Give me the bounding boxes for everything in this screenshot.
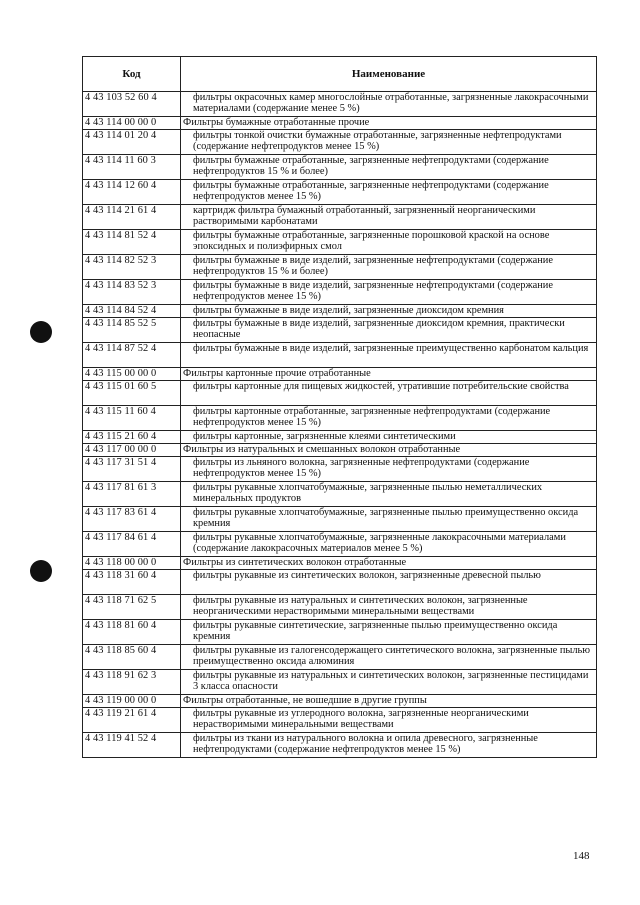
waste-name-cell: фильтры из ткани из натурального волокна и опила древесного, загрязненные нефтепродуктами (содержание нефтепродуктов менее 15 %) [181,733,597,758]
table-row [83,431,597,444]
waste-name-cell: фильтры рукавные из синтетических волокон, загрязненные древесной пылью [181,570,597,595]
table-row [83,670,597,695]
waste-code-cell: 4 43 114 87 52 4 [83,343,181,368]
table-row [83,532,597,557]
table-group-row [83,444,597,457]
waste-name-cell: фильтры бумажные в виде изделий, загрязненные нефтепродуктами (содержание нефтепродуктов 15 % и более) [181,255,597,280]
table-header-row [83,57,597,92]
waste-code-cell: 4 43 114 12 60 4 [83,180,181,205]
waste-name-cell: фильтры рукавные из натуральных и синтетических волокон, загрязненные пестицидами 3 класса опасности [181,670,597,695]
table-row [83,482,597,507]
table-body [83,92,597,758]
waste-name-cell: фильтры бумажные отработанные, загрязненные нефтепродуктами (содержание нефтепродуктов 15 % и более) [181,155,597,180]
waste-code-cell: 4 43 115 01 60 5 [83,381,181,406]
waste-name-cell: фильтры картонные для пищевых жидкостей, утратившие потребительские свойства [181,381,597,406]
table-row [83,733,597,758]
waste-name-cell: картридж фильтра бумажный отработанный, загрязненный неорганическими растворимыми карбонатами [181,205,597,230]
table-row [83,205,597,230]
table-row [83,255,597,280]
waste-name-cell: фильтры бумажные в виде изделий, загрязненные диоксидом кремния [181,305,597,318]
waste-name-cell: Фильтры бумажные отработанные прочие [181,117,597,130]
waste-code-cell: 4 43 118 81 60 4 [83,620,181,645]
waste-code-cell: 4 43 118 91 62 3 [83,670,181,695]
waste-code-cell: 4 43 115 00 00 0 [83,368,181,381]
waste-name-cell: фильтры картонные отработанные, загрязненные нефтепродуктами (содержание нефтепродуктов менее 15 %) [181,406,597,431]
waste-name-cell: фильтры бумажные отработанные, загрязненные нефтепродуктами (содержание нефтепродуктов менее 15 %) [181,180,597,205]
waste-code-cell: 4 43 118 31 60 4 [83,570,181,595]
waste-name-cell: фильтры бумажные в виде изделий, загрязненные нефтепродуктами (содержание нефтепродуктов менее 15 %) [181,280,597,305]
waste-name-cell: фильтры рукавные синтетические, загрязненные пылью преимущественно оксида кремния [181,620,597,645]
waste-code-cell: 4 43 118 71 62 5 [83,595,181,620]
waste-code-cell: 4 43 117 83 61 4 [83,507,181,532]
table-group-row [83,695,597,708]
waste-name-cell: фильтры рукавные из натуральных и синтетических волокон, загрязненные неорганическими нерастворимыми минеральными веществами [181,595,597,620]
waste-name-cell: фильтры рукавные из углеродного волокна, загрязненные неорганическими нерастворимыми минеральными веществами [181,708,597,733]
table-row [83,155,597,180]
waste-classifier-table [82,56,597,758]
waste-code-cell: 4 43 118 00 00 0 [83,557,181,570]
table-group-row [83,117,597,130]
waste-name-cell: фильтры рукавные из галогенсодержащего синтетического волокна, загрязненные пылью преимущественно оксида алюминия [181,645,597,670]
waste-code-cell: 4 43 117 81 61 3 [83,482,181,507]
table-row [83,507,597,532]
name-column-header: Наименование [181,57,597,92]
punch-hole-mark [30,560,52,582]
table-row [83,318,597,343]
table-row [83,92,597,117]
table-row [83,130,597,155]
waste-code-cell: 4 43 114 85 52 5 [83,318,181,343]
waste-name-cell: фильтры бумажные в виде изделий, загрязненные диоксидом кремния, практически неопасные [181,318,597,343]
waste-code-cell: 4 43 114 11 60 3 [83,155,181,180]
waste-code-cell: 4 43 114 82 52 3 [83,255,181,280]
table-row [83,230,597,255]
table-row [83,406,597,431]
waste-code-cell: 4 43 114 81 52 4 [83,230,181,255]
waste-name-cell: Фильтры картонные прочие отработанные [181,368,597,381]
waste-code-cell: 4 43 114 21 61 4 [83,205,181,230]
table-row [83,381,597,406]
waste-name-cell: фильтры рукавные хлопчатобумажные, загрязненные пылью преимущественно оксида кремния [181,507,597,532]
waste-code-cell: 4 43 115 11 60 4 [83,406,181,431]
waste-code-cell: 4 43 118 85 60 4 [83,645,181,670]
waste-code-cell: 4 43 114 83 52 3 [83,280,181,305]
table-row [83,180,597,205]
waste-name-cell: фильтры бумажные в виде изделий, загрязненные преимущественно карбонатом кальция [181,343,597,368]
waste-code-cell: 4 43 117 31 51 4 [83,457,181,482]
table-group-row [83,368,597,381]
table-row [83,620,597,645]
waste-name-cell: фильтры рукавные хлопчатобумажные, загрязненные лакокрасочными материалами (содержание лакокрасочных материалов менее 5 %) [181,532,597,557]
table-row [83,457,597,482]
table-row [83,645,597,670]
waste-name-cell: фильтры рукавные хлопчатобумажные, загрязненные пылью неметаллических минеральных продуктов [181,482,597,507]
waste-code-cell: 4 43 119 41 52 4 [83,733,181,758]
waste-name-cell: фильтры картонные, загрязненные клеями синтетическими [181,431,597,444]
waste-code-cell: 4 43 119 21 61 4 [83,708,181,733]
table-row [83,280,597,305]
waste-name-cell: фильтры окрасочных камер многослойные отработанные, загрязненные лакокрасочными материалами (содержание менее 5 %) [181,92,597,117]
waste-name-cell: фильтры бумажные отработанные, загрязненные порошковой краской на основе эпоксидных и полиэфирных смол [181,230,597,255]
waste-name-cell: Фильтры из синтетических волокон отработанные [181,557,597,570]
table-row [83,570,597,595]
code-column-header: Код [83,57,181,92]
waste-name-cell: фильтры тонкой очистки бумажные отработанные, загрязненные нефтепродуктами (содержание нефтепродуктов менее 15 %) [181,130,597,155]
waste-code-cell: 4 43 117 00 00 0 [83,444,181,457]
waste-code-cell: 4 43 103 52 60 4 [83,92,181,117]
waste-code-cell: 4 43 115 21 60 4 [83,431,181,444]
waste-name-cell: Фильтры отработанные, не вошедшие в другие группы [181,695,597,708]
waste-name-cell: Фильтры из натуральных и смешанных волокон отработанные [181,444,597,457]
table-row [83,595,597,620]
table-group-row [83,557,597,570]
page-number: 148 [573,850,590,862]
waste-code-cell: 4 43 119 00 00 0 [83,695,181,708]
waste-code-cell: 4 43 114 84 52 4 [83,305,181,318]
waste-code-cell: 4 43 117 84 61 4 [83,532,181,557]
waste-code-cell: 4 43 114 00 00 0 [83,117,181,130]
punch-hole-mark [30,321,52,343]
table-row [83,305,597,318]
waste-code-cell: 4 43 114 01 20 4 [83,130,181,155]
waste-name-cell: фильтры из льняного волокна, загрязненные нефтепродуктами (содержание нефтепродуктов менее 15 %) [181,457,597,482]
table-row [83,343,597,368]
table-row [83,708,597,733]
